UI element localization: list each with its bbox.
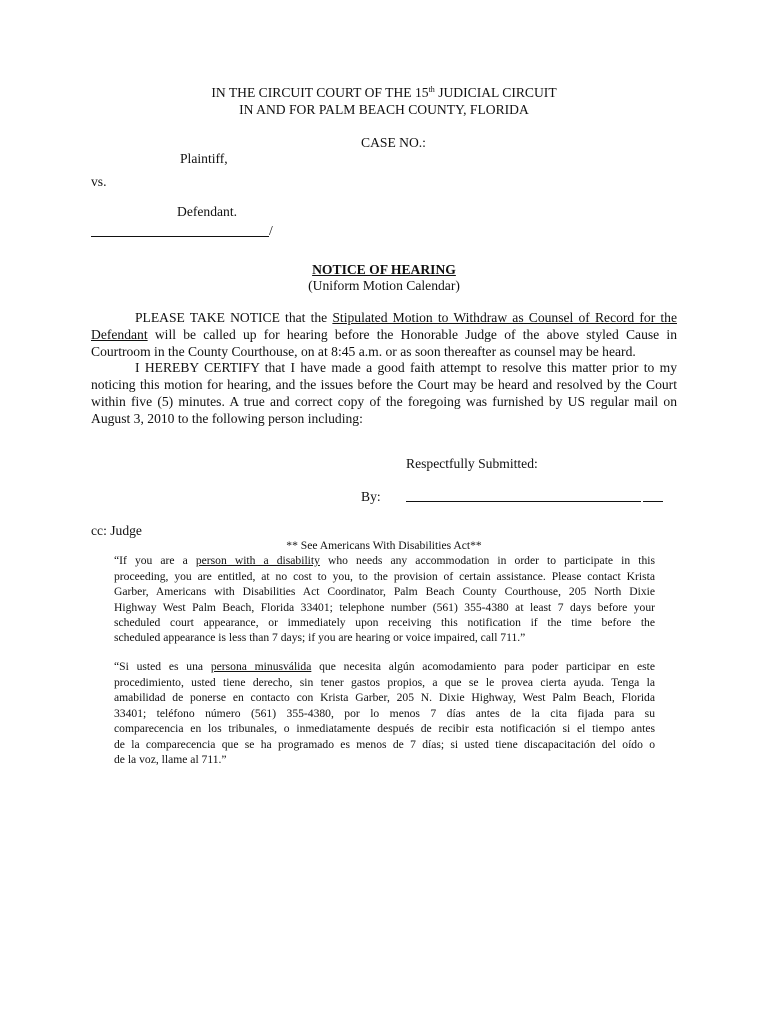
ada-english-line-4: Highway West Palm Beach, Florida 33401; telephone number (561) 355-4380 at least 7 days before your (114, 601, 655, 614)
certify-paragraph-line-1: I HEREBY CERTIFY that I have made a good faith attempt to resolve this matter prior to my (135, 360, 677, 375)
certify-paragraph-line-2: noticing this motion for hearing, and the issues before the Court may be heard and resolved by the Court (91, 377, 677, 392)
ada-english-line-1 (114, 553, 655, 569)
signature-line (406, 501, 641, 502)
notice-text: PLEASE TAKE NOTICE that the (135, 310, 333, 325)
caption-signature-line (91, 236, 269, 237)
ordinal-suffix: th (428, 85, 435, 94)
disability-term: person with a disability (195, 554, 320, 567)
ada-spanish-line-6: de la comparecencia que se ha programado es menos de 7 días; si usted tiene discapacitación del oído o (114, 738, 655, 751)
ada-spanish-line-7: de la voz, llame al 711.” (114, 753, 227, 766)
motion-title: Stipulated Motion to Withdraw as Counsel of Record for the (332, 310, 677, 325)
ada-spanish-line-4: 33401; teléfono número (561) 355-4380, por lo menos 7 días antes de la cita fijada para su (114, 707, 655, 720)
versus-label: vs. (91, 174, 107, 189)
motion-title-end: Defendant (91, 327, 148, 342)
document-title-text: NOTICE OF HEARING (312, 262, 456, 277)
ada-text: who needs any accommodation in order to participate in this (319, 554, 655, 567)
certify-paragraph-line-3: within five (5) minutes. A true and correct copy of the foregoing was furnished by US regular mail on (91, 394, 677, 409)
ada-english-line-6: scheduled appearance is less than 7 days; if you are hearing or voice impaired, call 711.” (114, 631, 526, 644)
ada-english-line-3: Garber, Americans with Disabilities Act Coordinator, Palm Beach County Courthouse, 205 North Dixie (114, 585, 655, 598)
notice-text: will be called up for hearing before the Honorable Judge of the above styled Cause in (147, 327, 677, 342)
certify-paragraph-line-4: August 3, 2010 to the following person including: (91, 411, 363, 426)
case-number-label: CASE NO.: (361, 135, 426, 150)
ada-english-line-2: proceeding, you are entitled, at no cost to you, to the provision of certain assistance. Please contact Krista (114, 570, 655, 583)
defendant-label: Defendant. (177, 204, 238, 219)
ada-spanish-line-1 (114, 659, 655, 675)
respectfully-submitted: Respectfully Submitted: (406, 456, 538, 471)
notice-paragraph-line-2 (91, 326, 677, 343)
signature-line-end (643, 501, 663, 502)
cc-judge: cc: Judge (91, 523, 142, 538)
court-header-text: IN THE CIRCUIT COURT OF THE 15 (211, 85, 429, 100)
ada-text: que necesita algún acomodamiento para poder participar en este (311, 660, 655, 673)
court-header-text-end: JUDICIAL CIRCUIT (434, 85, 557, 100)
court-header-line-2: IN AND FOR PALM BEACH COUNTY, FLORIDA (239, 102, 529, 117)
notice-paragraph-line-1 (135, 309, 677, 326)
ada-english-line-5: scheduled court appearance, or immediately upon receiving this notification if the time before the (114, 616, 655, 629)
document-subtitle: (Uniform Motion Calendar) (308, 278, 460, 293)
court-header-line-1 (0, 84, 768, 101)
ada-heading: ** See Americans With Disabilities Act** (286, 539, 482, 552)
ada-text: “Si usted es una (114, 660, 211, 673)
caption-slash: / (269, 223, 273, 238)
plaintiff-label: Plaintiff, (180, 151, 228, 166)
document-title (0, 261, 768, 278)
by-label: By: (361, 489, 381, 504)
ada-spanish-line-5: comparecencia en los tribunales, o inmediatamente después de recibir esta notificación si el tiempo antes (114, 722, 655, 735)
notice-paragraph-line-3: Courtroom in the County Courthouse, on at 8:45 a.m. or as soon thereafter as counsel may be heard. (91, 344, 636, 359)
ada-text: “If you are a (114, 554, 196, 567)
ada-spanish-line-2: procedimiento, usted tiene derecho, sin tener gastos propios, a que se le provea cierta ayuda. Tenga la (114, 676, 655, 689)
disability-term: persona minusválida (210, 660, 312, 673)
ada-spanish-line-3: amabilidad de ponerse en contacto con Krista Garber, 205 N. Dixie Highway, West Palm Beach, Florida (114, 691, 655, 704)
